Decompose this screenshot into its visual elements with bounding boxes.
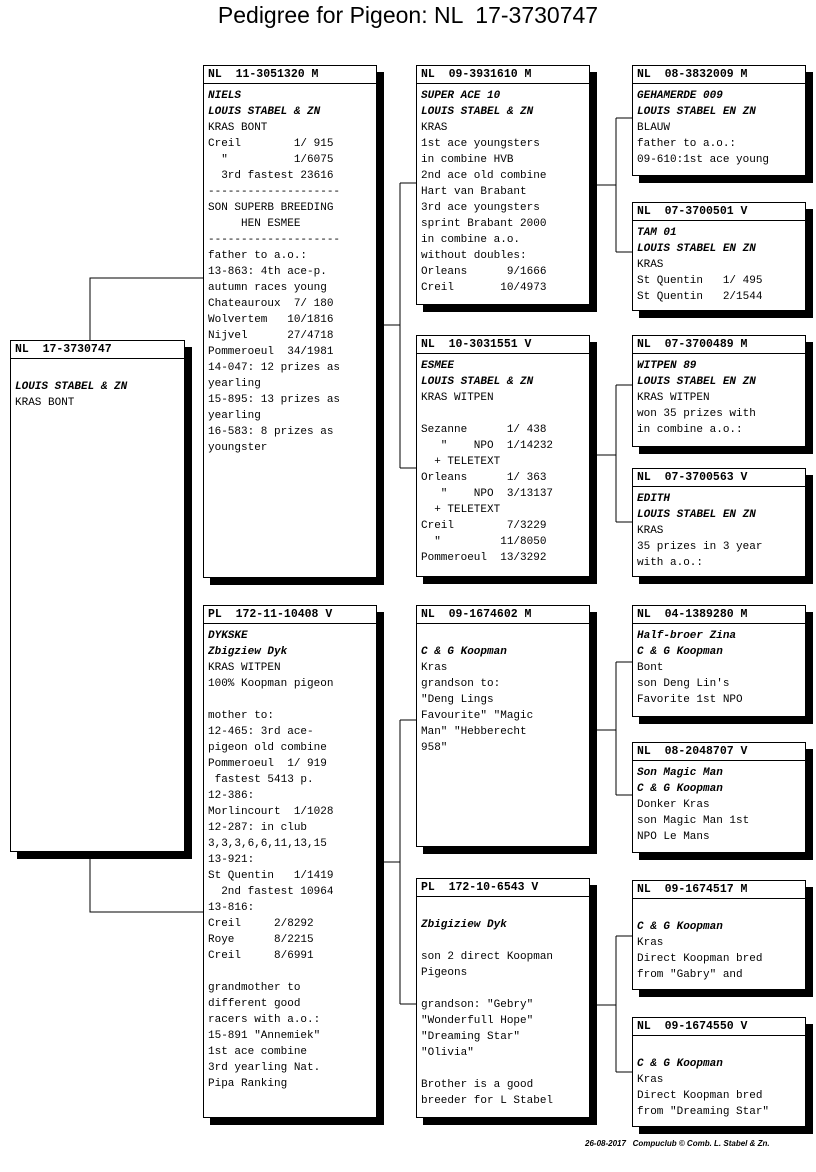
- pedigree-line: + TELETEXT: [421, 456, 501, 468]
- pedigree-line: Man" "Hebberecht: [421, 726, 527, 738]
- ggp-details-6: [633, 761, 805, 845]
- pedigree-line: Donker Kras: [637, 799, 710, 811]
- footer-date: 26-08-2017: [585, 1139, 626, 1148]
- grandsire-paternal-card: [416, 65, 590, 305]
- pedigree-line: C & G Koopman: [637, 1058, 723, 1070]
- pedigree-line: fastest 5413 p.: [208, 774, 314, 786]
- ggp-details-8: [633, 1036, 805, 1120]
- pedigree-line: Nijvel 27/4718: [208, 330, 334, 342]
- pedigree-line: yearling: [208, 378, 261, 390]
- ggp-details-4: [633, 487, 805, 571]
- pedigree-line: 3,3,3,6,6,11,13,15: [208, 838, 327, 850]
- pedigree-line: St Quentin 1/ 495: [637, 275, 763, 287]
- pedigree-line: 35 prizes in 3 year: [637, 541, 763, 553]
- pedigree-line: from "Dreaming Star": [637, 1106, 770, 1118]
- pedigree-line: yearling: [208, 410, 261, 422]
- pedigree-line: Creil 1/ 915: [208, 138, 334, 150]
- pedigree-line: LOUIS STABEL EN ZN: [637, 106, 756, 118]
- pedigree-line: 15-895: 13 prizes as: [208, 394, 341, 406]
- pedigree-line: Half-broer Zina: [637, 630, 737, 642]
- pedigree-line: HEN ESMEE: [208, 218, 301, 230]
- pedigree-line: KRAS: [637, 259, 664, 271]
- grandsire-paternal-details: [417, 84, 589, 296]
- pedigree-line: NPO Le Mans: [637, 831, 710, 843]
- ggp-ring-number-8: NL 09-1674550 V: [633, 1018, 805, 1036]
- pedigree-line: "Dreaming Star": [421, 1031, 521, 1043]
- pedigree-line: Chateauroux 7/ 180: [208, 298, 334, 310]
- pedigree-line: autumn races young: [208, 282, 327, 294]
- dam-card: [203, 605, 377, 1118]
- pedigree-line: KRAS BONT: [208, 122, 268, 134]
- pedigree-line: 14-047: 12 prizes as: [208, 362, 341, 374]
- sire-ring-number: NL 11-3051320 M: [204, 66, 376, 84]
- pedigree-line: LOUIS STABEL & ZN: [421, 376, 534, 388]
- ggp-ring-number-1: NL 08-3832009 M: [633, 66, 805, 84]
- dam-ring-number: PL 172-11-10408 V: [204, 606, 376, 624]
- pedigree-line: [421, 1061, 585, 1077]
- pedigree-line: Morlincourt 1/1028: [208, 806, 334, 818]
- pedigree-line: KRAS: [637, 525, 664, 537]
- pedigree-line: Brother is a good: [421, 1079, 534, 1091]
- grandsire-paternal-ring-number: NL 09-3931610 M: [417, 66, 589, 84]
- ggp-ring-number-6: NL 08-2048707 V: [633, 743, 805, 761]
- pedigree-line: 12-287: in club: [208, 822, 308, 834]
- pedigree-line: 1st ace youngsters: [421, 138, 540, 150]
- subject-card: [10, 340, 185, 852]
- pedigree-line: 13-921:: [208, 854, 255, 866]
- pedigree-line: [421, 981, 585, 997]
- pedigree-line: won 35 prizes with: [637, 408, 756, 420]
- pedigree-line: from "Gabry" and: [637, 969, 743, 981]
- pedigree-line: father to a.o.:: [637, 138, 737, 150]
- pedigree-line: 15-891 "Annemiek": [208, 1030, 321, 1042]
- pedigree-line: 12-386:: [208, 790, 255, 802]
- pedigree-line: KRAS WITPEN: [421, 392, 494, 404]
- pedigree-line: Creil 8/6991: [208, 950, 314, 962]
- pedigree-line: 16-583: 8 prizes as: [208, 426, 334, 438]
- pedigree-line: youngster: [208, 442, 268, 454]
- pedigree-line: father to a.o.:: [208, 250, 308, 262]
- page-title: Pedigree for Pigeon: NL 17-3730747: [217, 2, 599, 28]
- pedigree-line: LOUIS STABEL & ZN: [421, 106, 534, 118]
- granddam-paternal-card: [416, 335, 590, 577]
- pedigree-line: SON SUPERB BREEDING: [208, 202, 334, 214]
- ggp-details-5: [633, 624, 805, 708]
- grandsire-maternal-details: [417, 624, 589, 756]
- ggp-card-5: [632, 605, 806, 717]
- pedigree-line: mother to:: [208, 710, 275, 722]
- pedigree-line: " 1/6075: [208, 154, 334, 166]
- pedigree-line: 12-465: 3rd ace-: [208, 726, 314, 738]
- grandsire-maternal-card: [416, 605, 590, 847]
- connector-subject-sire: [90, 278, 204, 340]
- ggp-ring-number-3: NL 07-3700489 M: [633, 336, 805, 354]
- pedigree-line: 2nd ace old combine: [421, 170, 547, 182]
- pedigree-line: LOUIS STABEL & ZN: [15, 381, 128, 393]
- pedigree-line: [421, 933, 585, 949]
- pedigree-line: 3rd ace youngsters: [421, 202, 540, 214]
- pedigree-line: in combine a.o.: [421, 234, 521, 246]
- granddam-paternal-ring-number: NL 10-3031551 V: [417, 336, 589, 354]
- pedigree-line: Son Magic Man: [637, 767, 723, 779]
- pedigree-line: Zbigiziew Dyk: [421, 919, 507, 931]
- pedigree-line: KRAS WITPEN: [208, 662, 281, 674]
- pedigree-line: Pommeroeul 13/3292: [421, 552, 547, 564]
- pedigree-line: LOUIS STABEL EN ZN: [637, 243, 756, 255]
- pedigree-line: [208, 692, 372, 708]
- pedigree-line: " 11/8050: [421, 536, 547, 548]
- pedigree-line: Zbigziew Dyk: [208, 646, 288, 658]
- pedigree-line: Favorite 1st NPO: [637, 694, 743, 706]
- pedigree-line: LOUIS STABEL EN ZN: [637, 376, 756, 388]
- pedigree-line: Direct Koopman bred: [637, 1090, 763, 1102]
- pedigree-line: Hart van Brabant: [421, 186, 527, 198]
- ggp-ring-number-4: NL 07-3700563 V: [633, 469, 805, 487]
- ggp-card-2: [632, 202, 806, 311]
- pedigree-line: KRAS: [421, 122, 448, 134]
- pedigree-line: 958": [421, 742, 448, 754]
- pedigree-line: [208, 964, 372, 980]
- granddam-maternal-card: [416, 878, 590, 1118]
- pedigree-line: NIELS: [208, 90, 242, 102]
- pedigree-line: grandson to:: [421, 678, 501, 690]
- pedigree-line: St Quentin 2/1544: [637, 291, 763, 303]
- pedigree-line: Sezanne 1/ 438: [421, 424, 547, 436]
- ggp-details-7: [633, 899, 805, 983]
- pedigree-line: 13-863: 4th ace-p.: [208, 266, 327, 278]
- pedigree-line: [637, 1040, 801, 1056]
- pedigree-line: Creil 10/4973: [421, 282, 547, 294]
- pedigree-line: C & G Koopman: [637, 646, 723, 658]
- pedigree-line: Favourite" "Magic: [421, 710, 534, 722]
- pedigree-line: Creil 2/8292: [208, 918, 314, 930]
- footer-credit: Compuclub © Comb. L. Stabel & Zn.: [632, 1139, 770, 1148]
- ggp-card-1: [632, 65, 806, 176]
- connector-subject-dam: [90, 850, 204, 912]
- pedigree-line: Pommeroeul 1/ 919: [208, 758, 327, 770]
- pedigree-line: [15, 363, 180, 379]
- pedigree-line: GEHAMERDE 009: [637, 90, 723, 102]
- ggp-ring-number-5: NL 04-1389280 M: [633, 606, 805, 624]
- pedigree-line: in combine a.o.:: [637, 424, 743, 436]
- pedigree-line: Bont: [637, 662, 664, 674]
- pedigree-line: with a.o.:: [637, 557, 704, 569]
- ggp-card-4: [632, 468, 806, 577]
- pedigree-line: [421, 628, 585, 644]
- pedigree-line: [421, 901, 585, 917]
- pedigree-line: ESMEE: [421, 360, 455, 372]
- pedigree-line: grandmother to: [208, 982, 301, 994]
- pedigree-line: Kras: [637, 1074, 664, 1086]
- ggp-card-7: [632, 880, 806, 990]
- pedigree-line: " NPO 1/14232: [421, 440, 554, 452]
- pedigree-line: "Olivia": [421, 1047, 474, 1059]
- pedigree-line: KRAS WITPEN: [637, 392, 710, 404]
- pedigree-line: [637, 903, 801, 919]
- pedigree-line: C & G Koopman: [637, 783, 723, 795]
- footer: [585, 1139, 770, 1148]
- pedigree-line: 2nd fastest 10964: [208, 886, 334, 898]
- pedigree-line: --------------------: [208, 186, 341, 198]
- pedigree-line: pigeon old combine: [208, 742, 327, 754]
- subject-ring-number: NL 17-3730747: [11, 341, 184, 359]
- pedigree-line: WITPEN 89: [637, 360, 697, 372]
- pedigree-line: " NPO 3/13137: [421, 488, 554, 500]
- pedigree-line: Orleans 1/ 363: [421, 472, 547, 484]
- pedigree-line: "Deng Lings: [421, 694, 494, 706]
- pedigree-line: St Quentin 1/1419: [208, 870, 334, 882]
- dam-details: [204, 624, 376, 1092]
- sire-card: [203, 65, 377, 578]
- pedigree-line: 13-816:: [208, 902, 255, 914]
- pedigree-line: EDITH: [637, 493, 671, 505]
- pedigree-line: Wolvertem 10/1816: [208, 314, 334, 326]
- pedigree-line: 09-610:1st ace young: [637, 154, 770, 166]
- ggp-card-6: [632, 742, 806, 853]
- pedigree-line: Orleans 9/1666: [421, 266, 547, 278]
- pedigree-line: racers with a.o.:: [208, 1014, 321, 1026]
- ggp-card-8: [632, 1017, 806, 1127]
- pedigree-line: TAM 01: [637, 227, 677, 239]
- ggp-ring-number-7: NL 09-1674517 M: [633, 881, 805, 899]
- pedigree-line: Kras: [637, 937, 664, 949]
- pedigree-line: 3rd fastest 23616: [208, 170, 334, 182]
- pedigree-line: sprint Brabant 2000: [421, 218, 547, 230]
- pedigree-line: grandson: "Gebry": [421, 999, 534, 1011]
- subject-details: [11, 359, 184, 411]
- pedigree-line: Creil 7/3229: [421, 520, 547, 532]
- pedigree-line: [421, 406, 585, 422]
- ggp-card-3: [632, 335, 806, 447]
- pedigree-line: LOUIS STABEL & ZN: [208, 106, 321, 118]
- pedigree-line: DYKSKE: [208, 630, 248, 642]
- pedigree-line: LOUIS STABEL EN ZN: [637, 509, 756, 521]
- granddam-maternal-ring-number: PL 172-10-6543 V: [417, 879, 589, 897]
- pedigree-line: Kras: [421, 662, 448, 674]
- pedigree-line: son Deng Lin's: [637, 678, 730, 690]
- grandsire-maternal-ring-number: NL 09-1674602 M: [417, 606, 589, 624]
- sire-details: [204, 84, 376, 456]
- pedigree-line: + TELETEXT: [421, 504, 501, 516]
- pedigree-line: son 2 direct Koopman: [421, 951, 554, 963]
- pedigree-line: SUPER ACE 10: [421, 90, 501, 102]
- pedigree-line: without doubles:: [421, 250, 527, 262]
- ggp-details-1: [633, 84, 805, 168]
- pedigree-line: breeder for L Stabel: [421, 1095, 554, 1107]
- pedigree-line: 3rd yearling Nat.: [208, 1062, 321, 1074]
- pedigree-line: Direct Koopman bred: [637, 953, 763, 965]
- ggp-ring-number-2: NL 07-3700501 V: [633, 203, 805, 221]
- pedigree-line: Pipa Ranking: [208, 1078, 288, 1090]
- pedigree-line: "Wonderfull Hope": [421, 1015, 534, 1027]
- pedigree-line: KRAS BONT: [15, 397, 75, 409]
- pedigree-line: in combine HVB: [421, 154, 514, 166]
- pedigree-line: BLAUW: [637, 122, 671, 134]
- pedigree-line: Roye 8/2215: [208, 934, 314, 946]
- pedigree-line: son Magic Man 1st: [637, 815, 750, 827]
- ggp-details-3: [633, 354, 805, 438]
- granddam-maternal-details: [417, 897, 589, 1109]
- pedigree-line: C & G Koopman: [421, 646, 507, 658]
- pedigree-line: 1st ace combine: [208, 1046, 308, 1058]
- ggp-details-2: [633, 221, 805, 305]
- pedigree-line: Pigeons: [421, 967, 468, 979]
- pedigree-line: 100% Koopman pigeon: [208, 678, 334, 690]
- pedigree-line: --------------------: [208, 234, 341, 246]
- pedigree-line: different good: [208, 998, 301, 1010]
- pedigree-line: Pommeroeul 34/1981: [208, 346, 334, 358]
- granddam-paternal-details: [417, 354, 589, 566]
- pedigree-line: C & G Koopman: [637, 921, 723, 933]
